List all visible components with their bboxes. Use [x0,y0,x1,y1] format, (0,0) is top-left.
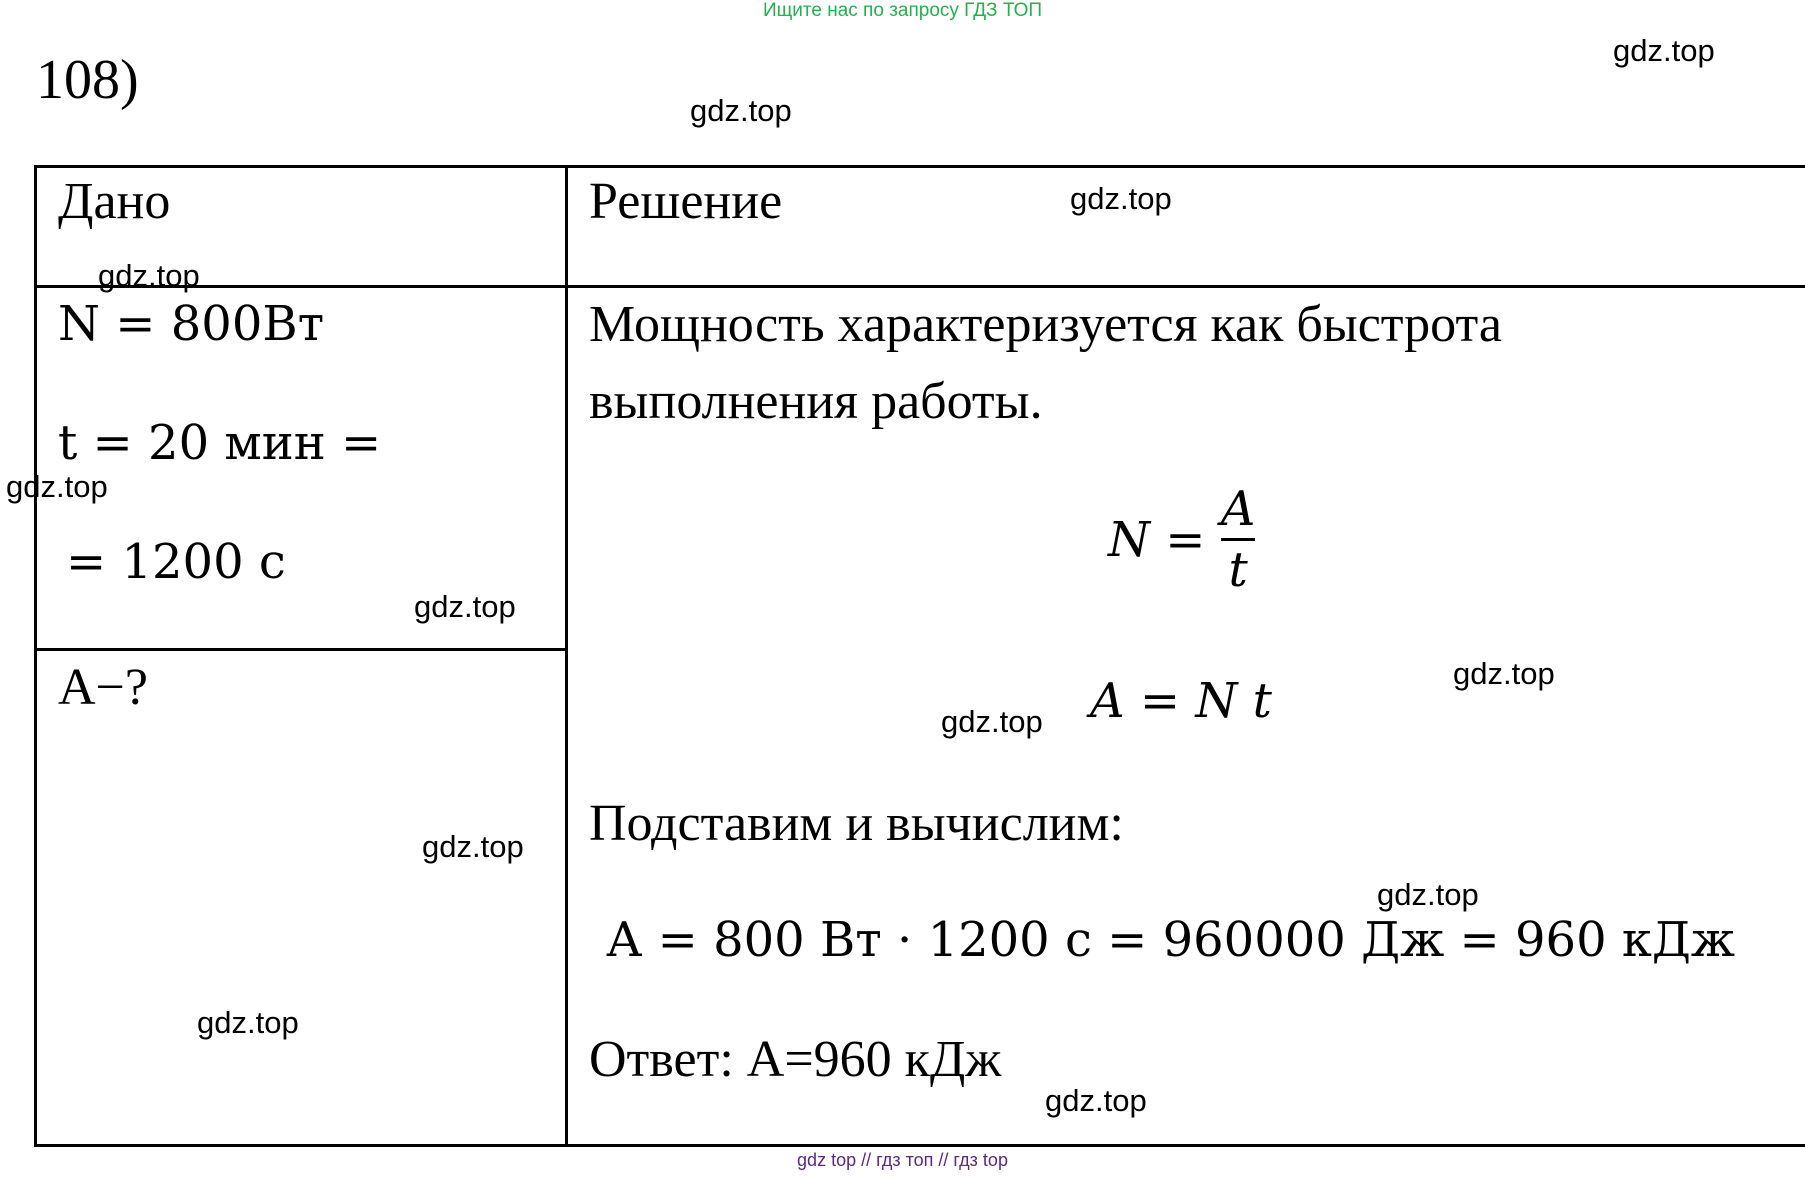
watermark: gdz.top [941,704,1043,739]
watermark: gdz.top [1613,33,1715,68]
fraction-numerator: A [1220,481,1256,537]
solution-header: Решение [589,173,783,230]
watermark: gdz.top [1453,656,1555,691]
given-time-line2: = 1200 c [66,534,286,590]
watermark: gdz.top [1377,877,1479,912]
table-column-divider [565,165,568,1147]
watermark: gdz.top [98,258,200,293]
table-border-left [34,165,37,1147]
answer: Ответ: А=960 кДж [589,1031,1002,1088]
given-find-divider [34,648,568,651]
explanation-line2: выполнения работы. [589,373,1043,430]
table-header-divider [34,285,1805,288]
calculation: А = 800 Вт · 1200 с = 960000 Дж = 960 кДж [606,912,1736,968]
watermark: gdz.top [422,829,524,864]
fraction-denominator: t [1228,542,1248,599]
substitute-text: Подставим и вычислим: [589,795,1124,852]
power-formula [1108,481,1256,599]
given-header: Дано [58,173,171,230]
top-search-note: Ищите нас по запросу ГДЗ ТОП [762,0,1043,21]
power-formula-fraction [1220,481,1256,599]
watermark: gdz.top [690,93,792,128]
watermark: gdz.top [6,469,108,504]
find-quantity: А−? [58,659,148,716]
work-formula: A = N t [1090,673,1272,729]
fraction-bar [1221,538,1256,541]
watermark: gdz.top [414,589,516,624]
explanation-line1: Мощность характеризуется как быстрота [589,296,1502,353]
watermark: gdz.top [197,1005,299,1040]
problem-number: 108) [36,49,139,111]
bottom-note: gdz top // гдз топ // гдз top [797,1150,1008,1170]
watermark: gdz.top [1070,181,1172,216]
given-power: N = 800Вт [58,296,325,352]
table-border-top [34,165,1805,168]
given-time-line1: t = 20 мин = [58,415,382,471]
table-border-bottom [34,1144,1805,1147]
watermark: gdz.top [1045,1083,1147,1118]
power-formula-lhs: N = [1108,511,1206,568]
